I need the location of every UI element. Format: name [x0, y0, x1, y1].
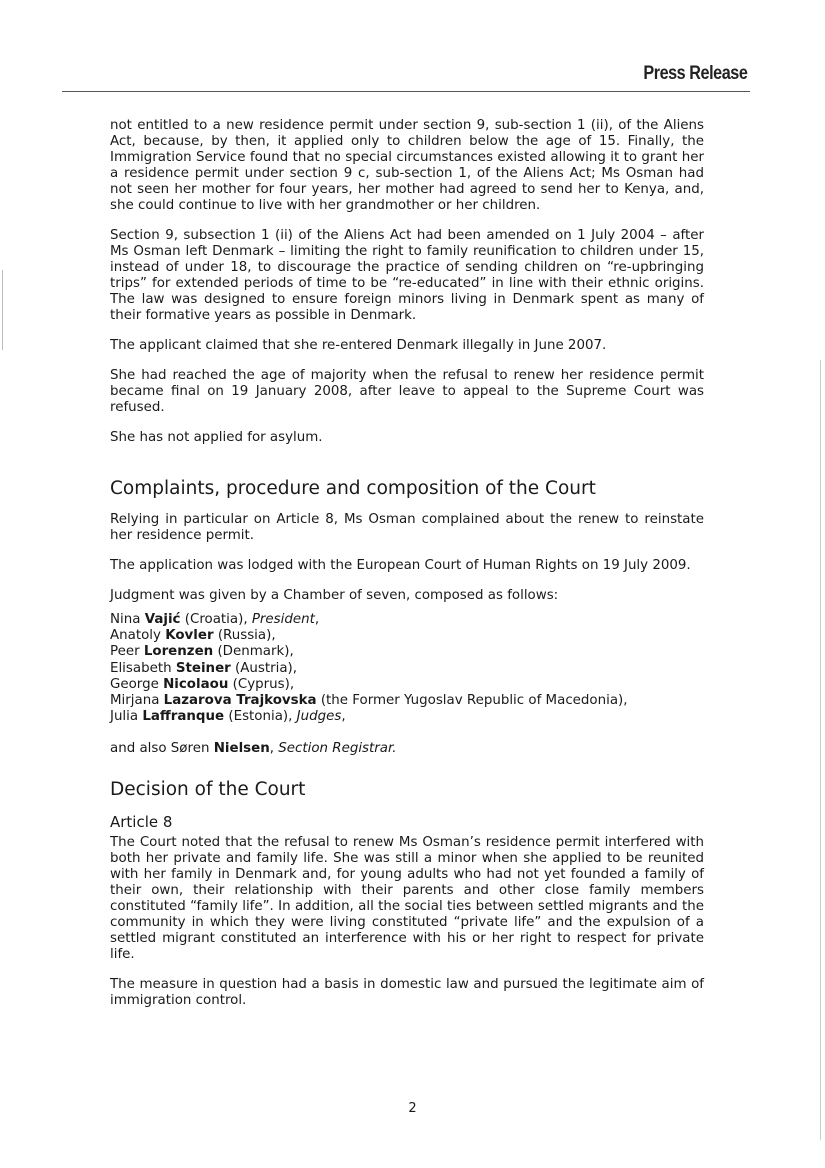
- judge-line: Nina Vajić (Croatia), President,: [110, 612, 320, 627]
- press-release-title: Press Release: [642, 63, 747, 84]
- judge-surname: Kovler: [165, 628, 214, 644]
- judge-surname: Lorenzen: [143, 644, 214, 660]
- paragraph: The Court noted that the refusal to renew Ms Osman’s residence permit interfered with both her private and family life. She was still a minor when she applied to be reunited with her family in Denmark and, for young adults who had not yet founded a family of their own, their relationship with their parents and other close family members constituted “family life”. In addition, all the social ties between settled migrants and the community in which they were living constituted “private life” and the expulsion of a settled migrant constituted an interference with his or her right to respect for private life.: [110, 835, 704, 963]
- paragraph: She had reached the age of majority when the refusal to renew her residence permit became final on 19 January 2008, after leave to appeal to the Supreme Court was refused.: [110, 368, 704, 415]
- court-composition-list: [110, 612, 704, 725]
- judge-line: George Nicolaou (Cyprus),: [110, 676, 295, 692]
- scan-edge-mark: [2, 270, 3, 350]
- paragraph: Judgment was given by a Chamber of seven, composed as follows:: [110, 588, 559, 603]
- paragraph: The application was lodged with the European Court of Human Rights on 19 July 2009.: [110, 558, 691, 573]
- header-divider: [62, 91, 750, 92]
- judge-surname: Lazarova Trajkovska: [163, 693, 317, 709]
- paragraph: The measure in question had a basis in domestic law and pursued the legitimate aim of immigration control.: [110, 977, 704, 1009]
- page-number: 2: [408, 1101, 417, 1116]
- judge-surname: Laffranque: [142, 709, 225, 725]
- judge-role: President: [251, 612, 315, 627]
- judge-surname: Steiner: [175, 660, 231, 676]
- paragraph: Relying in particular on Article 8, Ms Osman complained about the renew to reinstate her residence permit.: [110, 512, 704, 543]
- section-heading-complaints: Complaints, procedure and composition of the Court: [110, 478, 596, 499]
- paragraph: Section 9, subsection 1 (ii) of the Aliens Act had been amended on 1 July 2004 – after Ms Osman left Denmark – limiting the right to family reunification to children under 15, instead of under 18, to discourage the practice of sending children on “re-upbringing trips” for extended periods of time to be “re-educated” in line with their ethnic origins. The law was designed to ensure foreign minors living in Denmark spent as many of their formative years as possible in Denmark.: [110, 228, 704, 323]
- judge-line: Peer Lorenzen (Denmark),: [110, 644, 294, 660]
- judge-line: Mirjana Lazarova Trajkovska (the Former Yugoslav Republic of Macedonia),: [110, 693, 628, 709]
- judge-surname: Vajić: [144, 612, 181, 627]
- judge-role: Judges: [296, 709, 342, 725]
- paragraph: She has not applied for asylum.: [110, 430, 323, 445]
- registrar-line: and also Søren Nielsen, Section Registrar.: [110, 741, 397, 757]
- registrar-name: Nielsen: [213, 741, 270, 757]
- section-heading-decision: Decision of the Court: [110, 779, 306, 801]
- paragraph: not entitled to a new residence permit under section 9, sub-section 1 (ii), of the Aliens Act, because, by then, it applied only to children below the age of 15. Finally, the Immigration Service found that no special circumstances existed allowing it to grant her a residence permit under section 9 c, sub-section 1, of the Aliens Act; Ms Osman had not seen her mother for four years, her mother had agreed to send her to Kenya, and, she could continue to live with her grandmother or her children.: [110, 118, 704, 213]
- judge-line: Elisabeth Steiner (Austria),: [110, 660, 298, 676]
- paragraph: The applicant claimed that she re-entered Denmark illegally in June 2007.: [110, 338, 607, 353]
- document-body: [110, 118, 704, 1023]
- subheading-article-8: Article 8: [110, 813, 173, 832]
- judge-line: Anatoly Kovler (Russia),: [110, 628, 276, 644]
- registrar-role: Section Registrar.: [278, 741, 397, 757]
- judge-line: Julia Laffranque (Estonia), Judges,: [110, 709, 346, 725]
- judge-surname: Nicolaou: [163, 676, 229, 692]
- scan-edge-mark: [820, 360, 821, 1140]
